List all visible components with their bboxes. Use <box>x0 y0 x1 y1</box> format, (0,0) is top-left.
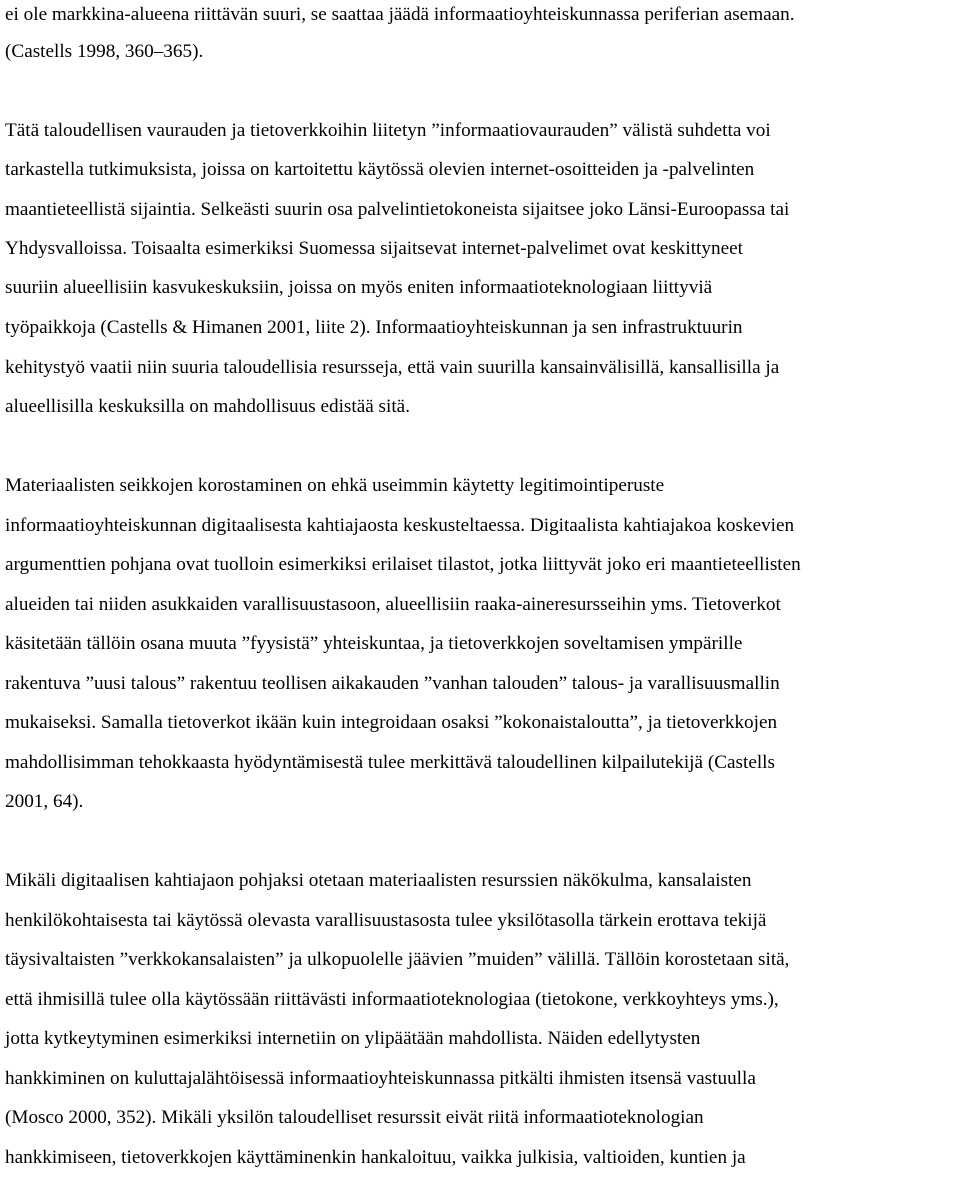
text-line: Yhdysvalloissa. Toisaalta esimerkiksi Suomessa sijaitsevat internet-palvelimet ovat keskittyneet <box>5 238 743 259</box>
text-line: suuriin alueellisiin kasvukeskuksiin, joissa on myös eniten informaatioteknologiaan liittyviä <box>5 277 713 298</box>
text-line: että ihmisillä tulee olla käytössään riittävästi informaatioteknologiaa (tietokone, verkkoyhteys yms.), <box>5 989 779 1010</box>
text-line: Mikäli digitaalisen kahtiajaon pohjaksi otetaan materiaalisten resurssien näkökulma, kansalaisten <box>5 870 752 891</box>
text-line: maantieteellistä sijaintia. Selkeästi suurin osa palvelintietokoneista sijaitsee joko Länsi-Euroopassa tai <box>5 199 790 220</box>
text-line: (Mosco 2000, 352). Mikäli yksilön taloudelliset resurssit eivät riitä informaatioteknologian <box>5 1107 704 1128</box>
text-line: käsitetään tällöin osana muuta ”fyysistä” yhteiskuntaa, ja tietoverkkojen soveltamisen ympärille <box>5 633 743 654</box>
text-line: argumenttien pohjana ovat tuolloin esimerkiksi erilaiset tilastot, jotka liittyvät joko eri maantieteellisten <box>5 554 801 575</box>
text-line: täysivaltaisten ”verkkokansalaisten” ja ulkopuolelle jäävien ”muiden” välillä. Tällöin korostetaan sitä, <box>5 949 790 970</box>
text-line: ei ole markkina-alueena riittävän suuri, se saattaa jäädä informaatioyhteiskunnassa periferian asemaan. <box>5 4 795 25</box>
text-line: informaatioyhteiskunnan digitaalisesta kahtiajaosta keskusteltaessa. Digitaalista kahtiajakoa koskevien <box>5 515 795 536</box>
text-line: (Castells 1998, 360–365). <box>5 41 204 62</box>
text-line: 2001, 64). <box>5 791 84 812</box>
text-line: hankkimiseen, tietoverkkojen käyttäminenkin hankaloituu, vaikka julkisia, valtioiden, kuntien ja <box>5 1147 746 1168</box>
text-line: tarkastella tutkimuksista, joissa on kartoitettu käytössä olevien internet-osoitteiden ja -palvelinten <box>5 159 755 180</box>
text-line: hankkiminen on kuluttajalähtöisessä informaatioyhteiskunnassa pitkälti ihmisten itsensä vastuulla <box>5 1068 756 1089</box>
text-line: jotta kytkeytyminen esimerkiksi internetiin on ylipäätään mahdollista. Näiden edellytysten <box>5 1028 701 1049</box>
text-line: Materiaalisten seikkojen korostaminen on ehkä useimmin käytetty legitimointiperuste <box>5 475 665 496</box>
text-line: työpaikkoja (Castells & Himanen 2001, liite 2). Informaatioyhteiskunnan ja sen infrastruktuurin <box>5 317 743 338</box>
text-line: Tätä taloudellisen vaurauden ja tietoverkkoihin liitetyn ”informaatiovaurauden” välistä suhdetta voi <box>5 120 771 141</box>
text-line: alueiden tai niiden asukkaiden varallisuustasoon, alueellisiin raaka-aineresursseihin yms. Tietoverkot <box>5 594 781 615</box>
text-line: rakentuva ”uusi talous” rakentuu teollisen aikakauden ”vanhan talouden” talous- ja varallisuusmallin <box>5 673 780 694</box>
text-line: henkilökohtaisesta tai käytössä olevasta varallisuustasosta tulee yksilötasolla tärkein erottava tekijä <box>5 910 767 931</box>
text-line: alueellisilla keskuksilla on mahdollisuus edistää sitä. <box>5 396 410 417</box>
text-line: kehitystyö vaatii niin suuria taloudellisia resursseja, että vain suurilla kansainvälisillä, kansallisilla ja <box>5 357 780 378</box>
text-line: mukaiseksi. Samalla tietoverkot ikään kuin integroidaan osaksi ”kokonaistaloutta”, ja tietoverkkojen <box>5 712 778 733</box>
text-line: mahdollisimman tehokkaasta hyödyntämisestä tulee merkittävä taloudellinen kilpailutekijä (Castells <box>5 752 775 773</box>
